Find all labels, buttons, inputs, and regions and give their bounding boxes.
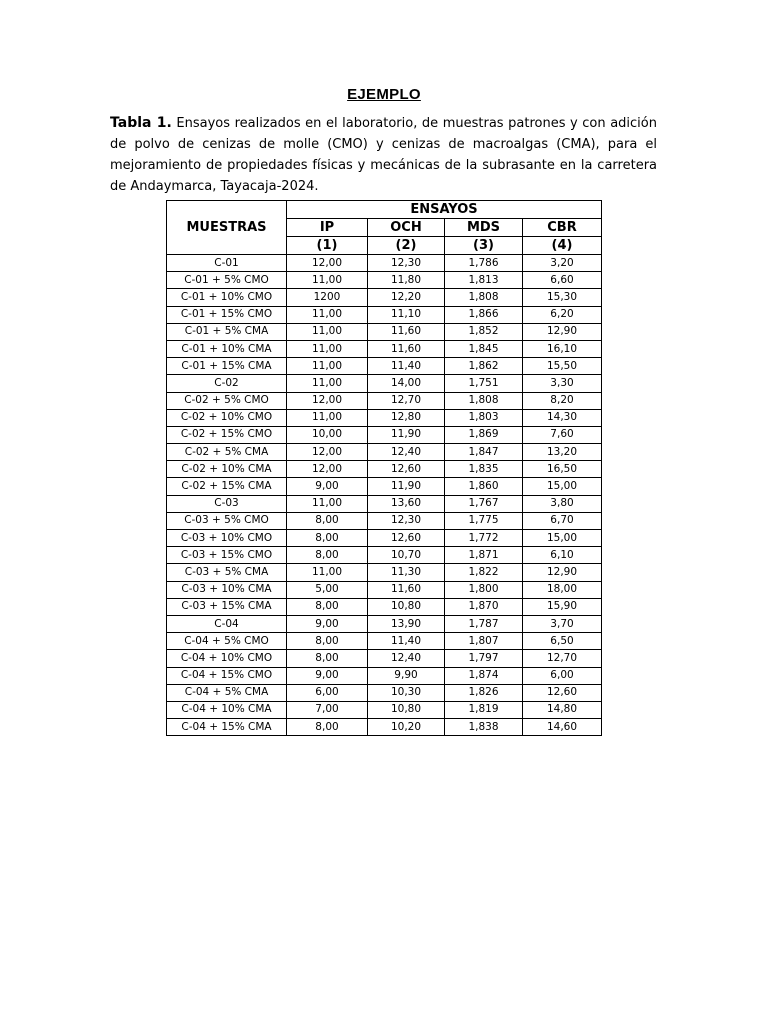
cbr-cell: 6,70 <box>523 512 602 529</box>
ip-cell: 11,00 <box>287 340 368 357</box>
och-cell: 11,80 <box>368 272 445 289</box>
header-cbr-number: (4) <box>523 237 602 255</box>
ip-cell: 8,00 <box>287 650 368 667</box>
table-row <box>167 255 602 272</box>
muestra-cell: C-04 + 10% CMO <box>167 650 287 667</box>
cbr-cell: 6,00 <box>523 667 602 684</box>
cbr-cell: 6,60 <box>523 272 602 289</box>
table-row <box>167 547 602 564</box>
muestra-cell: C-02 + 5% CMO <box>167 392 287 409</box>
caption-text: Ensayos realizados en el laboratorio, de muestras patrones y con adición de polvo de cenizas de molle (CMO) y cenizas de macroalgas (CMA), para el mejoramiento de propiedades físicas y mecánicas de la subrasante en la carretera de Andaymarca, Tayacaja-2024. <box>110 116 657 194</box>
header-ip-number: (1) <box>287 237 368 255</box>
cbr-cell: 8,20 <box>523 392 602 409</box>
och-cell: 11,90 <box>368 478 445 495</box>
ip-cell: 11,00 <box>287 306 368 323</box>
ip-cell: 12,00 <box>287 461 368 478</box>
cbr-cell: 6,20 <box>523 306 602 323</box>
mds-cell: 1,775 <box>445 512 523 529</box>
och-cell: 9,90 <box>368 667 445 684</box>
table-row <box>167 444 602 461</box>
table-caption <box>110 113 657 197</box>
ip-cell: 8,00 <box>287 547 368 564</box>
ip-cell: 11,00 <box>287 358 368 375</box>
mds-cell: 1,862 <box>445 358 523 375</box>
table-row <box>167 684 602 701</box>
table-row <box>167 461 602 478</box>
header-muestras: MUESTRAS <box>167 201 287 255</box>
table-row <box>167 495 602 512</box>
mds-cell: 1,751 <box>445 375 523 392</box>
muestra-cell: C-03 + 5% CMA <box>167 564 287 581</box>
ip-cell: 12,00 <box>287 255 368 272</box>
table-row <box>167 409 602 426</box>
mds-cell: 1,787 <box>445 615 523 632</box>
cbr-cell: 12,70 <box>523 650 602 667</box>
och-cell: 14,00 <box>368 375 445 392</box>
och-cell: 12,30 <box>368 255 445 272</box>
table-row <box>167 323 602 340</box>
och-cell: 12,60 <box>368 530 445 547</box>
ip-cell: 5,00 <box>287 581 368 598</box>
header-mds: MDS <box>445 219 523 237</box>
table-row <box>167 289 602 306</box>
cbr-cell: 16,50 <box>523 461 602 478</box>
ip-cell: 1200 <box>287 289 368 306</box>
och-cell: 11,30 <box>368 564 445 581</box>
muestra-cell: C-01 + 5% CMO <box>167 272 287 289</box>
cbr-cell: 15,00 <box>523 530 602 547</box>
ip-cell: 10,00 <box>287 426 368 443</box>
table-row <box>167 392 602 409</box>
cbr-cell: 13,20 <box>523 444 602 461</box>
table-row <box>167 564 602 581</box>
ip-cell: 11,00 <box>287 272 368 289</box>
muestra-cell: C-01 <box>167 255 287 272</box>
table-row <box>167 650 602 667</box>
och-cell: 12,80 <box>368 409 445 426</box>
ip-cell: 12,00 <box>287 444 368 461</box>
table-row <box>167 581 602 598</box>
och-cell: 10,80 <box>368 701 445 718</box>
muestra-cell: C-02 + 15% CMA <box>167 478 287 495</box>
caption-label: Tabla 1. <box>110 115 172 131</box>
och-cell: 11,40 <box>368 358 445 375</box>
cbr-cell: 15,30 <box>523 289 602 306</box>
mds-cell: 1,869 <box>445 426 523 443</box>
mds-cell: 1,819 <box>445 701 523 718</box>
muestra-cell: C-01 + 10% CMO <box>167 289 287 306</box>
table-row <box>167 530 602 547</box>
mds-cell: 1,838 <box>445 719 523 736</box>
cbr-cell: 18,00 <box>523 581 602 598</box>
och-cell: 10,70 <box>368 547 445 564</box>
muestra-cell: C-02 + 5% CMA <box>167 444 287 461</box>
header-ip: IP <box>287 219 368 237</box>
ip-cell: 11,00 <box>287 375 368 392</box>
muestra-cell: C-04 <box>167 615 287 632</box>
och-cell: 10,20 <box>368 719 445 736</box>
cbr-cell: 3,70 <box>523 615 602 632</box>
ip-cell: 11,00 <box>287 323 368 340</box>
mds-cell: 1,822 <box>445 564 523 581</box>
document-title: EJEMPLO <box>347 86 421 103</box>
muestra-cell: C-03 + 10% CMA <box>167 581 287 598</box>
cbr-cell: 7,60 <box>523 426 602 443</box>
table-row <box>167 512 602 529</box>
ip-cell: 9,00 <box>287 615 368 632</box>
och-cell: 11,40 <box>368 633 445 650</box>
ip-cell: 12,00 <box>287 392 368 409</box>
muestra-cell: C-03 <box>167 495 287 512</box>
muestra-cell: C-04 + 15% CMO <box>167 667 287 684</box>
header-och: OCH <box>368 219 445 237</box>
muestra-cell: C-01 + 10% CMA <box>167 340 287 357</box>
mds-cell: 1,803 <box>445 409 523 426</box>
table-row <box>167 701 602 718</box>
och-cell: 13,60 <box>368 495 445 512</box>
ip-cell: 11,00 <box>287 409 368 426</box>
ip-cell: 8,00 <box>287 598 368 615</box>
cbr-cell: 3,20 <box>523 255 602 272</box>
och-cell: 12,60 <box>368 461 445 478</box>
ip-cell: 7,00 <box>287 701 368 718</box>
och-cell: 10,30 <box>368 684 445 701</box>
muestra-cell: C-02 + 15% CMO <box>167 426 287 443</box>
muestra-cell: C-01 + 15% CMO <box>167 306 287 323</box>
cbr-cell: 16,10 <box>523 340 602 357</box>
och-cell: 12,40 <box>368 444 445 461</box>
och-cell: 11,60 <box>368 340 445 357</box>
och-cell: 11,90 <box>368 426 445 443</box>
cbr-cell: 14,60 <box>523 719 602 736</box>
table-row <box>167 719 602 736</box>
cbr-cell: 12,60 <box>523 684 602 701</box>
table-row <box>167 633 602 650</box>
table-row <box>167 598 602 615</box>
header-mds-number: (3) <box>445 237 523 255</box>
mds-cell: 1,852 <box>445 323 523 340</box>
mds-cell: 1,826 <box>445 684 523 701</box>
ip-cell: 9,00 <box>287 667 368 684</box>
table-body <box>167 255 602 736</box>
ip-cell: 8,00 <box>287 719 368 736</box>
table-row <box>167 478 602 495</box>
mds-cell: 1,808 <box>445 289 523 306</box>
table-row <box>167 426 602 443</box>
table-row <box>167 358 602 375</box>
mds-cell: 1,772 <box>445 530 523 547</box>
muestra-cell: C-01 + 5% CMA <box>167 323 287 340</box>
mds-cell: 1,866 <box>445 306 523 323</box>
muestra-cell: C-04 + 5% CMO <box>167 633 287 650</box>
muestra-cell: C-03 + 15% CMA <box>167 598 287 615</box>
och-cell: 10,80 <box>368 598 445 615</box>
table-row <box>167 375 602 392</box>
och-cell: 11,60 <box>368 581 445 598</box>
table-header <box>167 201 602 255</box>
muestra-cell: C-02 + 10% CMA <box>167 461 287 478</box>
mds-cell: 1,870 <box>445 598 523 615</box>
cbr-cell: 6,50 <box>523 633 602 650</box>
table-row <box>167 340 602 357</box>
och-cell: 12,70 <box>368 392 445 409</box>
ip-cell: 8,00 <box>287 530 368 547</box>
ip-cell: 6,00 <box>287 684 368 701</box>
och-cell: 13,90 <box>368 615 445 632</box>
och-cell: 11,10 <box>368 306 445 323</box>
mds-cell: 1,847 <box>445 444 523 461</box>
muestra-cell: C-01 + 15% CMA <box>167 358 287 375</box>
mds-cell: 1,786 <box>445 255 523 272</box>
muestra-cell: C-03 + 5% CMO <box>167 512 287 529</box>
cbr-cell: 15,50 <box>523 358 602 375</box>
cbr-cell: 12,90 <box>523 323 602 340</box>
mds-cell: 1,808 <box>445 392 523 409</box>
header-och-number: (2) <box>368 237 445 255</box>
ip-cell: 8,00 <box>287 633 368 650</box>
cbr-cell: 3,80 <box>523 495 602 512</box>
ip-cell: 9,00 <box>287 478 368 495</box>
muestra-cell: C-04 + 10% CMA <box>167 701 287 718</box>
mds-cell: 1,813 <box>445 272 523 289</box>
results-table <box>166 200 602 736</box>
mds-cell: 1,800 <box>445 581 523 598</box>
ip-cell: 11,00 <box>287 495 368 512</box>
muestra-cell: C-04 + 5% CMA <box>167 684 287 701</box>
cbr-cell: 15,00 <box>523 478 602 495</box>
mds-cell: 1,860 <box>445 478 523 495</box>
mds-cell: 1,767 <box>445 495 523 512</box>
cbr-cell: 6,10 <box>523 547 602 564</box>
table-row <box>167 306 602 323</box>
cbr-cell: 15,90 <box>523 598 602 615</box>
ip-cell: 8,00 <box>287 512 368 529</box>
mds-cell: 1,845 <box>445 340 523 357</box>
och-cell: 12,20 <box>368 289 445 306</box>
table-row <box>167 615 602 632</box>
muestra-cell: C-02 <box>167 375 287 392</box>
muestra-cell: C-02 + 10% CMO <box>167 409 287 426</box>
header-ensayos: ENSAYOS <box>287 201 602 219</box>
mds-cell: 1,874 <box>445 667 523 684</box>
ip-cell: 11,00 <box>287 564 368 581</box>
cbr-cell: 12,90 <box>523 564 602 581</box>
mds-cell: 1,797 <box>445 650 523 667</box>
mds-cell: 1,871 <box>445 547 523 564</box>
table-row <box>167 272 602 289</box>
muestra-cell: C-03 + 15% CMO <box>167 547 287 564</box>
muestra-cell: C-04 + 15% CMA <box>167 719 287 736</box>
cbr-cell: 14,30 <box>523 409 602 426</box>
cbr-cell: 3,30 <box>523 375 602 392</box>
cbr-cell: 14,80 <box>523 701 602 718</box>
mds-cell: 1,835 <box>445 461 523 478</box>
och-cell: 11,60 <box>368 323 445 340</box>
table-row <box>167 667 602 684</box>
och-cell: 12,40 <box>368 650 445 667</box>
header-cbr: CBR <box>523 219 602 237</box>
mds-cell: 1,807 <box>445 633 523 650</box>
och-cell: 12,30 <box>368 512 445 529</box>
muestra-cell: C-03 + 10% CMO <box>167 530 287 547</box>
